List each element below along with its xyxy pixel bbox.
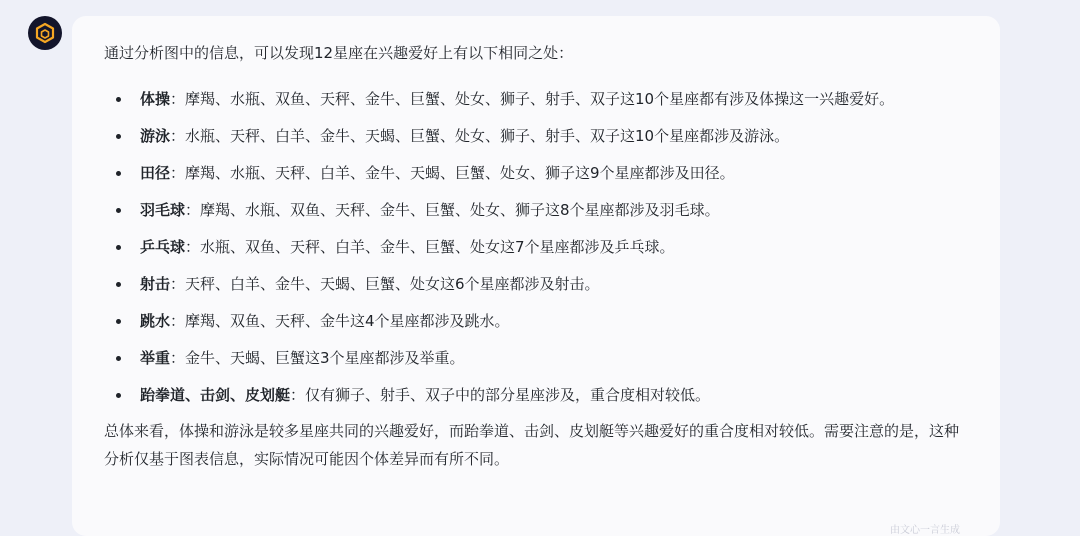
list-item [104,84,968,114]
list-item [104,306,968,336]
assistant-message-bubble [72,16,1000,536]
list-item-term: 举重 [140,349,171,367]
list-item-term: 乒乓球 [140,238,186,256]
assistant-avatar [28,16,62,50]
list-item [104,232,968,262]
bullet-icon [116,356,121,361]
list-item [104,121,968,151]
list-item [104,343,968,373]
bullet-icon [116,393,121,398]
list-item [104,380,968,410]
bullet-icon [116,319,121,324]
list-item [104,269,968,299]
bullet-icon [116,134,121,139]
message-intro: 通过分析图中的信息，可以发现12星座在兴趣爱好上有以下相同之处： [104,44,574,62]
bullet-icon [116,208,121,213]
message-summary: 总体来看，体操和游泳是较多星座共同的兴趣爱好，而跆拳道、击剑、皮划艇等兴趣爱好的重合度相对较低。需要注意的是，这种分析仅基于图表信息，实际情况可能因个体差异而有所不同。 [104,422,960,468]
list-item-text: ：水瓶、双鱼、天秤、白羊、金牛、巨蟹、处女这7个星座都涉及乒乓球。 [185,238,675,256]
list-item-term: 游泳 [140,127,171,145]
list-item-text: ：金牛、天蝎、巨蟹这3个星座都涉及举重。 [170,349,465,367]
list-item-text: ：天秤、白羊、金牛、天蝎、巨蟹、处女这6个星座都涉及射击。 [170,275,600,293]
cube-logo-icon [34,22,56,44]
list-item-text: ：摩羯、双鱼、天秤、金牛这4个星座都涉及跳水。 [170,312,510,330]
list-item-term: 跆拳道、击剑、皮划艇 [140,386,291,404]
list-item-text: ：摩羯、水瓶、双鱼、天秤、金牛、巨蟹、处女、狮子这8个星座都涉及羽毛球。 [185,201,720,219]
list-item-text: ：水瓶、天秤、白羊、金牛、天蝎、巨蟹、处女、狮子、射手、双子这10个星座都涉及游泳。 [170,127,790,145]
bullet-icon [116,282,121,287]
list-item-text: ：摩羯、水瓶、双鱼、天秤、金牛、巨蟹、处女、狮子、射手、双子这10个星座都有涉及体操这一兴趣爱好。 [170,90,895,108]
list-item-term: 田径 [140,164,171,182]
list-item-text: ：摩羯、水瓶、天秤、白羊、金牛、天蝎、巨蟹、处女、狮子这9个星座都涉及田径。 [170,164,735,182]
list-item [104,195,968,225]
watermark: 由文心一言生成 [890,525,960,536]
bullet-icon [116,97,121,102]
list-item-term: 体操 [140,90,171,108]
list-item [104,158,968,188]
bullet-icon [116,171,121,176]
bullet-icon [116,245,121,250]
list-item-text: ：仅有狮子、射手、双子中的部分星座涉及，重合度相对较低。 [290,386,711,404]
list-item-term: 射击 [140,275,171,293]
hobby-list [104,84,968,410]
list-item-term: 羽毛球 [140,201,186,219]
list-item-term: 跳水 [140,312,171,330]
